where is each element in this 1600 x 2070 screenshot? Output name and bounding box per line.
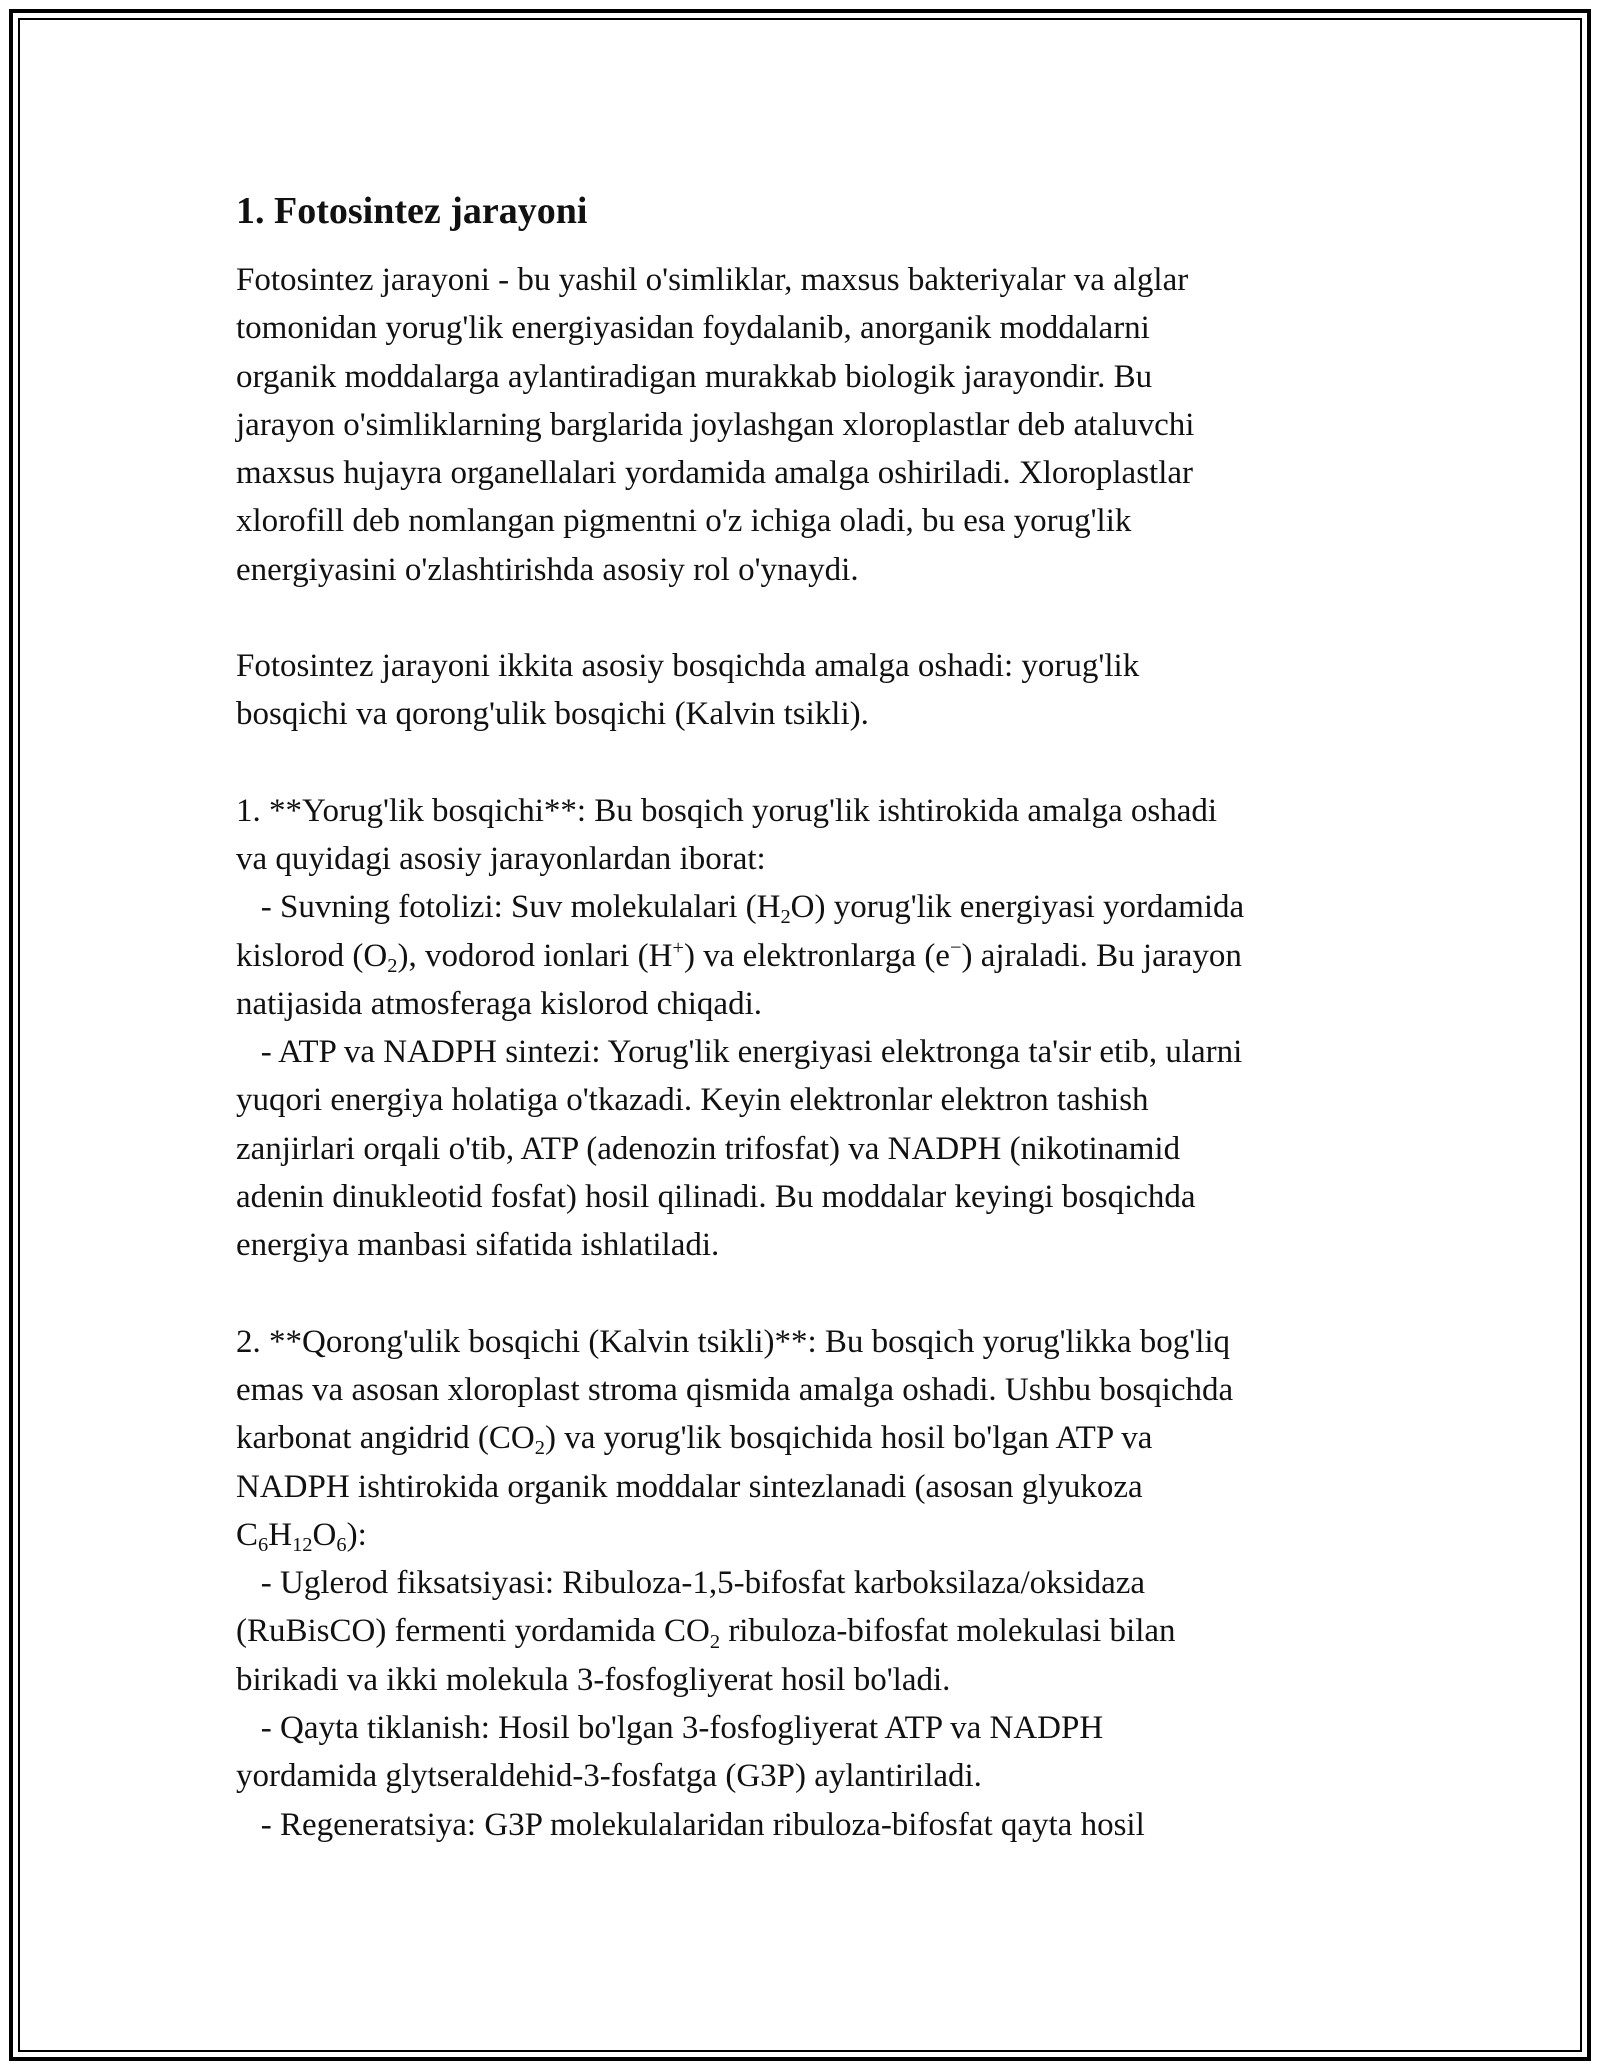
text-line: - ATP va NADPH sintezi: Yorug'lik energiyasi elektronga ta'sir etib, ularni (236, 1034, 1243, 1071)
text-line: karbonat angidrid $(CO_2)$ va yorug'lik bosqichida hosil bo'lgan ATP va (236, 1420, 1153, 1460)
text-line: maxsus hujayra organellalari yordamida amalga oshiriladi. Xloroplastlar (236, 455, 1194, 492)
text-line: NADPH ishtirokida organik moddalar sintezlanadi (asosan glyukoza (236, 1468, 1143, 1505)
text-line: adenin dinukleotid fosfat) hosil qilinadi. Bu moddalar keyingi bosqichda (236, 1179, 1196, 1216)
text-line: Fotosintez jarayoni ikkita asosiy bosqichda amalga oshadi: yorug'lik (236, 648, 1140, 685)
text-line: $C_6H_{12}O_6$): (236, 1516, 367, 1556)
text-line: birikadi va ikki molekula 3-fosfogliyerat hosil bo'ladi. (236, 1661, 951, 1698)
text-line: - Qayta tiklanish: Hosil bo'lgan 3-fosfogliyerat ATP va NADPH (236, 1710, 1104, 1747)
text-line: yuqori energiya holatiga o'tkazadi. Keyin elektronlar elektron tashish (236, 1082, 1149, 1119)
text-line: xlorofill deb nomlangan pigmentni o'z ichiga oladi, bu esa yorug'lik (236, 503, 1132, 540)
paragraph (236, 642, 1386, 739)
text-line: zanjirlari orqali o'tib, ATP (adenozin trifosfat) va NADPH (nikotinamid (236, 1130, 1181, 1167)
paragraph-list (236, 256, 1386, 1849)
text-line: - Regeneratsiya: G3P molekulalaridan ribuloza-bifosfat qayta hosil (236, 1806, 1145, 1843)
text-line: kislorod $(O_2)$, vodorod ionlari (H+) va elektronlarga (e−) ajraladi. Bu jarayon (236, 937, 1242, 977)
text-line: organik moddalarga aylantiradigan murakkab biologik jarayondir. Bu (236, 358, 1153, 395)
text-line: energiyasini o'zlashtirishda asosiy rol o'ynaydi. (236, 551, 859, 588)
text-line: Fotosintez jarayoni - bu yashil o'simliklar, maxsus bakteriyalar va alglar (236, 262, 1189, 298)
text-line: bosqichi va qorong'ulik bosqichi (Kalvin tsikli). (236, 696, 869, 733)
paragraph (236, 1318, 1386, 1849)
text-line: - Suvning fotolizi: Suv molekulalari $(H_2O)$ yorug'lik energiyasi yordamida (236, 889, 1245, 929)
document-body (236, 186, 1386, 1897)
text-line: 2. **Qorong'ulik bosqichi (Kalvin tsikli)**: Bu bosqich yorug'likka bog'liq (236, 1323, 1231, 1360)
text-line: va quyidagi asosiy jarayonlardan iborat: (236, 840, 766, 877)
text-line: 1. **Yorug'lik bosqichi**: Bu bosqich yorug'lik ishtirokida amalga oshadi (236, 792, 1218, 829)
section-heading: 1. Fotosintez jarayoni (236, 190, 588, 232)
paragraph (236, 256, 1386, 594)
text-line: energiya manbasi sifatida ishlatiladi. (236, 1227, 720, 1264)
text-line: emas va asosan xloroplast stroma qismida amalga oshadi. Ushbu bosqichda (236, 1371, 1234, 1408)
text-line: tomonidan yorug'lik energiyasidan foydalanib, anorganik moddalarni (236, 310, 1150, 347)
text-line: natijasida atmosferaga kislorod chiqadi. (236, 985, 763, 1022)
text-line: yordamida glytseraldehid-3-fosfatga (G3P) aylantiriladi. (236, 1758, 982, 1795)
text-line: jarayon o'simliklarning barglarida joylashgan xloroplastlar deb ataluvchi (236, 406, 1195, 443)
text-line: (RuBisCO) fermenti yordamida $CO_2$ ribuloza-bifosfat molekulasi bilan (236, 1613, 1176, 1653)
text-line: - Uglerod fiksatsiyasi: Ribuloza-1,5-bifosfat karboksilaza/oksidaza (236, 1565, 1146, 1602)
paragraph (236, 787, 1386, 1270)
